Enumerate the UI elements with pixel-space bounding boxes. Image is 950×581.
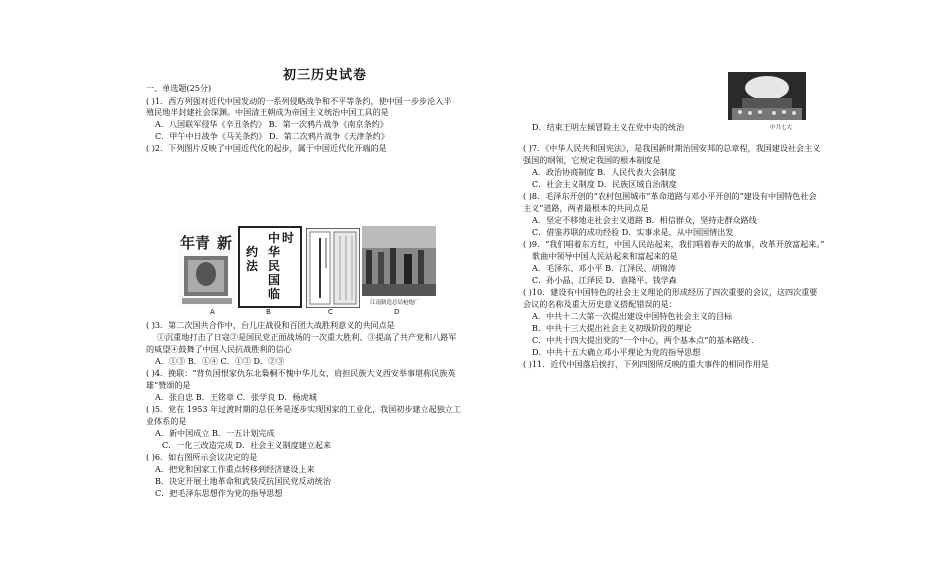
option-line: C．借鉴苏联的成功经验 D．实事求是，从中国国情出发: [532, 227, 734, 237]
option-line: C．一化三改造完成 D．社会主义制度建立起来: [162, 440, 332, 450]
question-line: ( )9．“我们唱着东方红，中国人民站起来，我们唱着春天的故事，改革开放富起来。”: [523, 239, 825, 249]
question-line: ( )4．挽联：“背负国恨家仇东北梟桐不愧中华儿女，肩担民族大义西安举事堪称民族英: [146, 368, 456, 378]
image-label-d: D: [394, 308, 400, 316]
image-label-b: B: [266, 308, 271, 316]
option-line: C．甲午中日战争《马关条约》 D．第二次鸦片战争《天津条约》: [155, 131, 389, 141]
option-line: A．八国联军侵华《辛丑条约》 B．第一次鸦片战争《南京条约》: [155, 119, 388, 129]
image-label-c: C: [328, 308, 333, 316]
svg-text:临: 临: [268, 287, 281, 301]
svg-text:约: 约: [246, 245, 259, 259]
svg-text:法: 法: [246, 259, 259, 273]
image-d-caption: 江南制造总局枪炮厂: [370, 300, 420, 306]
image-label-a: A: [210, 308, 215, 316]
new-youth-title-2: 新: [217, 234, 233, 252]
question-line: 主义”道路，两者最根本的共同点是: [523, 203, 649, 213]
option-line: A．坚定不移地走社会主义道路 B．相信群众，坚持走群众路线: [532, 215, 757, 225]
svg-text:民: 民: [268, 259, 281, 273]
option-line: A．政治协商制度 B．人民代表大会制度: [532, 167, 676, 177]
congress-photo: [728, 72, 806, 130]
section-heading: 一、单选题(25分): [146, 83, 212, 93]
question-line: ( )5．党在 1953 年过渡时期的总任务是逐步实现国家的工业化，我国初步建立起独立工: [146, 404, 461, 414]
question-line: 业体系的是: [146, 416, 187, 426]
question-line: ( )10．建设有中国特色的社会主义理论的形成经历了四次重要的会议，这四次重要: [523, 287, 818, 297]
option-line: A．毛泽东、邓小平 B．江泽民、胡锦涛: [532, 263, 676, 273]
svg-text:中: 中: [268, 231, 281, 245]
question-line: ( )7．《中华人民共和国宪法》，是我国新时期治国安邦的总章程，我国建设社会主义: [523, 143, 821, 153]
new-youth-title-1: 年青: [180, 234, 211, 252]
option-line: B．决定开展土地革命和武装反抗国民党反动统治: [155, 476, 331, 486]
page-title: 初三历史试卷: [282, 68, 367, 83]
option-line: C．中共十四大提出党的“一个中心，两个基本点”的基本路线 .: [532, 335, 754, 345]
question-line: 殖民地半封建社会深渊。中国清王朝成为帝国主义统治中国工具的是: [146, 107, 389, 117]
option-line: A．张自忠 B．王铭章 C．张学良 D．杨虎城: [155, 392, 317, 402]
option-line: C．把毛泽东思想作为党的指导思想: [155, 488, 283, 498]
image-a-new-youth: [178, 228, 236, 308]
question-line: 歌曲中领导中国人民站起来和富起来的是: [532, 251, 678, 261]
image-c-book: [306, 228, 360, 308]
option-line: A．①③ B．①④ C．①② D．②③: [155, 356, 285, 366]
question-2-images: [178, 226, 438, 316]
question-line: ( )1．西方列强对近代中国发动的一系列侵略战争和不平等条约，使中国一步步沦入半: [146, 96, 452, 106]
svg-text:国: 国: [268, 273, 281, 287]
option-line: A．把党和国家工作重点转移到经济建设上来: [155, 464, 315, 474]
svg-text:时: 时: [282, 231, 295, 245]
question-line: ( )3．第二次国共合作中，台儿庄战役和百团大战胜利意义的共同点是: [146, 320, 395, 330]
option-line: D．结束王明左倾冒险主义在党中央的统治: [532, 122, 685, 132]
question-line: 的威望④鼓舞了中国人民抗战胜利的信心: [146, 344, 292, 354]
option-line: A．中共十二大第一次提出建设中国特色社会主义的目标: [532, 311, 733, 321]
question-line: 雄”赞颂的是: [146, 380, 191, 390]
image-b-provisional-constitution: [238, 226, 302, 308]
option-line: A．新中国成立 B．一五计划完成: [155, 428, 275, 438]
question-line: ( )6．如右图所示会议决定的是: [146, 452, 258, 462]
question-line: ( )8．毛泽东开创的“农村包围城市”革命道路与邓小平开创的“建设有中国特色社会: [523, 191, 817, 201]
question-line: ①沉重地打击了日寇②是国民党正面战场的一次重大胜利、③提高了共产党和八路军: [157, 332, 457, 342]
question-line: ( )11．近代中国落后挨打，下列四图所反映的重大事件的相同作用是: [523, 359, 769, 369]
question-line: ( )2．下列图片反映了中国近代化的起步，属于中国近代化开端的是: [146, 143, 387, 153]
option-line: D．中共十五大确立邓小平理论为党的指导思想: [532, 347, 701, 357]
option-line: B．中共十三大提出社会主义初级阶段的理论: [532, 323, 692, 333]
question-line: 会议的名称及重大历史意义搭配错误的是：: [523, 299, 677, 309]
question-line: 强国的纲领，它规定我国的根本制度是: [523, 155, 661, 165]
option-line: C．社会主义制度 D．民族区域自治制度: [532, 179, 677, 189]
svg-text:华: 华: [268, 245, 281, 259]
congress-caption: 中共七大: [770, 125, 793, 131]
option-line: C．孙小晶、江泽民 D．袁隆平、钱学森: [532, 275, 677, 285]
